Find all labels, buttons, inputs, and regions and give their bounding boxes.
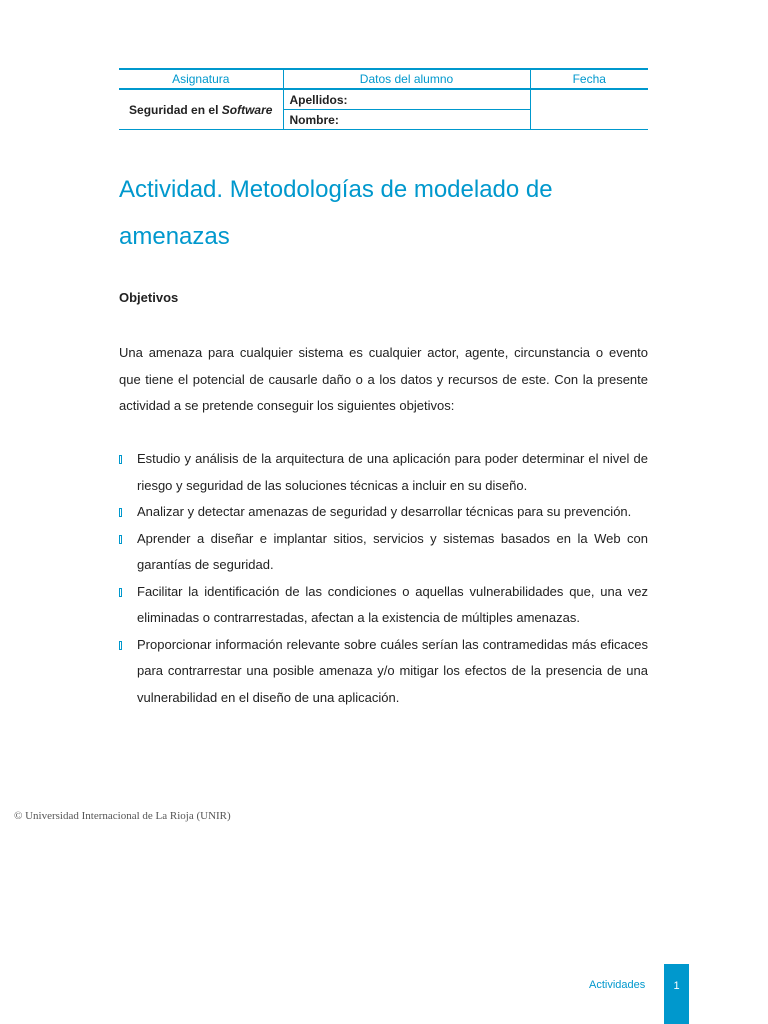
bullet-icon — [119, 508, 122, 517]
bullet-icon — [119, 588, 122, 597]
page-number: 1 — [664, 964, 689, 1024]
list-item-text: Proporcionar información relevante sobre cuáles serían las contramedidas más eficaces para contrarrestar una posible amenaza y/o mitigar los efectos de la presencia de una vulnerabilidad en el diseño de una aplicación. — [137, 636, 648, 705]
bullet-icon — [119, 455, 122, 464]
col-subject-header: Asignatura — [119, 69, 283, 89]
list-item-text: Aprender a diseñar e implantar sitios, servicios y sistemas basados en la Web con garantías de seguridad. — [137, 530, 648, 572]
table-row — [119, 89, 648, 110]
page-title: Actividad. Metodologías de modelado de amenazas — [119, 176, 553, 250]
bullet-icon — [119, 535, 122, 544]
col-date-header: Fecha — [530, 69, 648, 89]
list-item — [119, 499, 648, 526]
list-item — [119, 579, 648, 632]
list-item — [119, 526, 648, 579]
intro-paragraph: Una amenaza para cualquier sistema es cualquier actor, agente, circunstancia o evento que tiene el potencial de causarle daño o a los datos y recursos de este. Con la presente actividad a se pretende conseguir los siguientes objetivos: — [119, 345, 648, 413]
col-student-header: Datos del alumno — [283, 69, 530, 89]
objectives-heading: Objetivos — [119, 290, 179, 305]
objectives-list — [119, 446, 648, 711]
surname-field[interactable]: Apellidos: — [283, 89, 530, 110]
copyright-notice: © Universidad Internacional de La Rioja (UNIR) — [14, 810, 231, 822]
list-item-text: Estudio y análisis de la arquitectura de una aplicación para poder determinar el nivel de riesgo y seguridad de las soluciones técnicas a incluir en su diseño. — [137, 451, 648, 493]
list-item-text: Analizar y detectar amenazas de seguridad y desarrollar técnicas para su prevención. — [137, 504, 632, 519]
bullet-icon — [119, 641, 122, 650]
name-field[interactable]: Nombre: — [283, 110, 530, 130]
subject-cell — [119, 89, 283, 130]
header-table — [119, 68, 648, 130]
list-item-text: Facilitar la identificación de las condiciones o aquellas vulnerabilidades que, una vez eliminadas o contrarrestadas, afectan a la existencia de múltiples amenazas. — [137, 583, 648, 625]
list-item — [119, 632, 648, 712]
subject-prefix: Seguridad en el — [129, 102, 222, 117]
date-field[interactable] — [530, 89, 648, 130]
header-row — [119, 69, 648, 89]
footer-section-label: Actividades — [589, 979, 646, 991]
subject-italic: Software — [221, 102, 273, 117]
list-item — [119, 446, 648, 499]
